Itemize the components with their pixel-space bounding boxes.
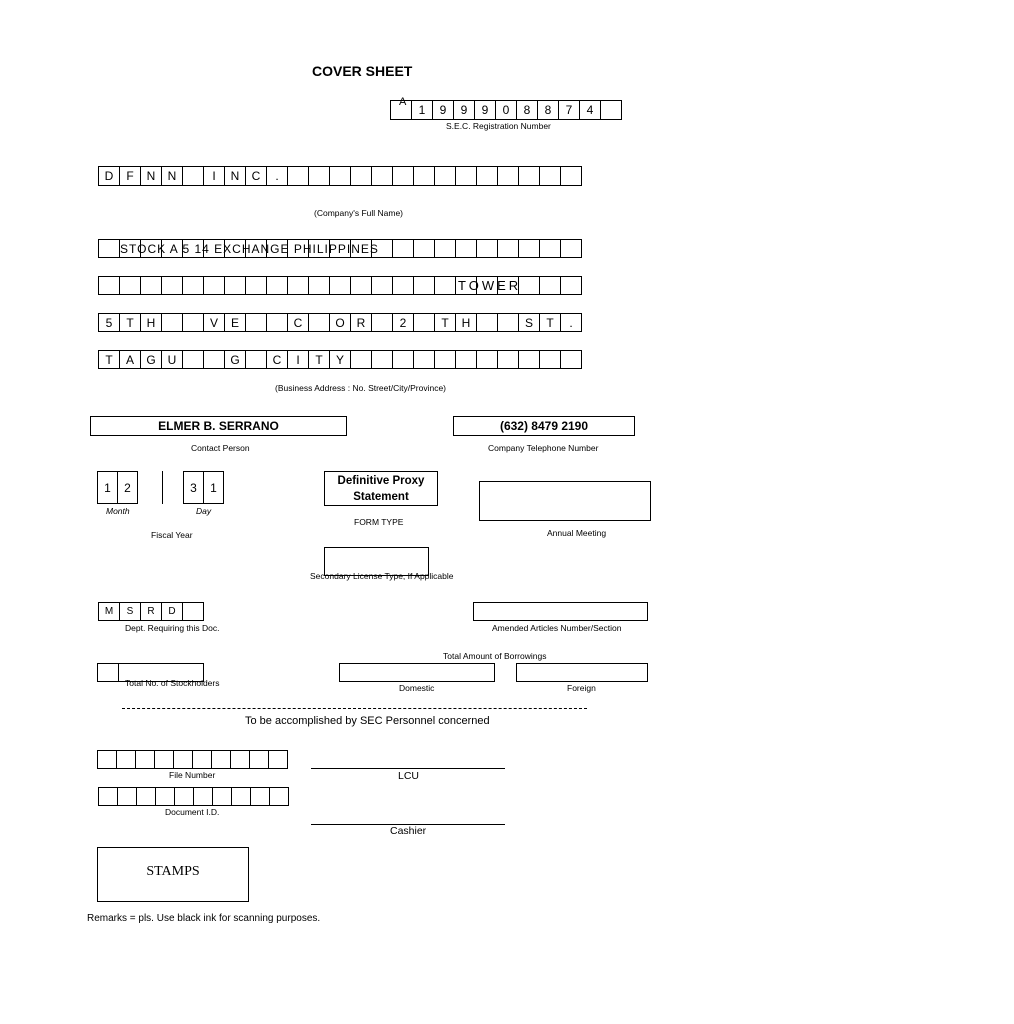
address-cell: T bbox=[434, 313, 456, 332]
borrowings-label: Total Amount of Borrowings bbox=[443, 651, 547, 661]
sec-registration-label: S.E.C. Registration Number bbox=[446, 121, 551, 131]
form-type-label: FORM TYPE bbox=[354, 517, 404, 527]
address-cell: G bbox=[224, 350, 246, 369]
dept-requiring-grid bbox=[98, 602, 204, 621]
address-cell bbox=[161, 276, 183, 295]
address-cell: U bbox=[161, 350, 183, 369]
domestic-box bbox=[339, 663, 495, 682]
address-label: (Business Address : No. Street/City/Province) bbox=[275, 383, 447, 393]
address-cell bbox=[350, 350, 372, 369]
page-title: COVER SHEET bbox=[312, 63, 413, 79]
form-type-line2: Statement bbox=[353, 491, 409, 503]
dept-requiring-label: Dept. Requiring this Doc. bbox=[125, 623, 220, 633]
document-id-cell bbox=[136, 787, 156, 806]
sec-registration-cell: 9 bbox=[474, 100, 496, 120]
address-cell bbox=[245, 350, 267, 369]
secondary-license-label: Secondary License Type, If Applicable bbox=[310, 571, 454, 581]
contact-person-box bbox=[90, 416, 347, 436]
address-cell bbox=[350, 276, 372, 295]
foreign-box bbox=[516, 663, 648, 682]
address-cell bbox=[560, 350, 582, 369]
contact-person-label: Contact Person bbox=[191, 443, 250, 453]
address-cell bbox=[497, 239, 519, 258]
company-name-cell bbox=[308, 166, 330, 186]
sec-registration-cell: 1 bbox=[411, 100, 433, 120]
file-number-cell bbox=[249, 750, 269, 769]
company-name-cell: . bbox=[266, 166, 288, 186]
address-cell bbox=[539, 350, 561, 369]
address-cell bbox=[560, 276, 582, 295]
address-cell bbox=[287, 276, 309, 295]
file-number-cell bbox=[268, 750, 288, 769]
lcu-label: LCU bbox=[398, 770, 420, 782]
sec-personnel-heading: To be accomplished by SEC Personnel concerned bbox=[245, 715, 490, 727]
contact-person-value: ELMER B. SERRANO bbox=[158, 419, 279, 433]
address-cell bbox=[266, 276, 288, 295]
document-id-cell bbox=[174, 787, 194, 806]
fiscal-day-cell: 1 bbox=[203, 471, 224, 504]
sec-registration-cell: 9 bbox=[432, 100, 454, 120]
company-name-cell: N bbox=[224, 166, 246, 186]
company-name-cell bbox=[182, 166, 204, 186]
document-id-cell bbox=[98, 787, 118, 806]
sec-registration-cell: 9 bbox=[453, 100, 475, 120]
address-cell bbox=[518, 350, 540, 369]
address-cell bbox=[245, 313, 267, 332]
address-cell bbox=[98, 239, 120, 258]
dashed-separator bbox=[122, 708, 587, 709]
domestic-label: Domestic bbox=[399, 683, 435, 693]
company-name-cell: I bbox=[203, 166, 225, 186]
company-name-cell bbox=[560, 166, 582, 186]
address-cell bbox=[434, 350, 456, 369]
address-cell bbox=[518, 239, 540, 258]
address-cell bbox=[518, 276, 540, 295]
address-cell bbox=[476, 350, 498, 369]
stockholders-label: Total No. of Stockholders bbox=[125, 678, 220, 688]
amended-articles-label: Amended Articles Number/Section bbox=[492, 623, 622, 633]
document-id-cell bbox=[250, 787, 270, 806]
file-number-cell bbox=[211, 750, 231, 769]
fiscal-divider bbox=[162, 471, 163, 504]
sec-registration-cell: 4 bbox=[579, 100, 601, 120]
annual-meeting-box bbox=[479, 481, 651, 521]
company-name-cell bbox=[497, 166, 519, 186]
address-cell: H bbox=[455, 313, 477, 332]
file-number-cell bbox=[97, 750, 117, 769]
address-cell bbox=[392, 239, 414, 258]
address-cell bbox=[434, 276, 456, 295]
file-number-label: File Number bbox=[169, 770, 216, 780]
address-overlay-tower: TOWER bbox=[458, 278, 522, 293]
remarks-text: Remarks = pls. Use black ink for scanning purposes. bbox=[87, 913, 321, 924]
address-cell: T bbox=[98, 350, 120, 369]
dept-cell: D bbox=[161, 602, 183, 621]
address-cell bbox=[182, 276, 204, 295]
address-cell bbox=[539, 276, 561, 295]
address-cell: T bbox=[539, 313, 561, 332]
company-name-cell: N bbox=[140, 166, 162, 186]
address-cell bbox=[245, 276, 267, 295]
file-number-cell bbox=[192, 750, 212, 769]
file-number-cell bbox=[154, 750, 174, 769]
company-name-cell bbox=[434, 166, 456, 186]
fiscal-month-label: Month bbox=[106, 506, 130, 516]
company-name-cell bbox=[539, 166, 561, 186]
document-id-cell bbox=[231, 787, 251, 806]
fiscal-month-cell: 2 bbox=[117, 471, 138, 504]
address-cell bbox=[371, 276, 393, 295]
address-cell bbox=[329, 276, 351, 295]
address-cell: G bbox=[140, 350, 162, 369]
address-cell bbox=[224, 276, 246, 295]
address-cell: R bbox=[350, 313, 372, 332]
company-name-cell bbox=[329, 166, 351, 186]
fiscal-day-grid bbox=[183, 471, 224, 504]
company-name-grid bbox=[98, 166, 582, 186]
address-cell: H bbox=[140, 313, 162, 332]
address-overlay-text: STOCK A 5 14 EXCHANGE PHILIPPINES bbox=[120, 242, 379, 256]
address-row-4 bbox=[98, 350, 582, 369]
annual-meeting-label: Annual Meeting bbox=[547, 528, 607, 538]
fiscal-day-label: Day bbox=[196, 506, 212, 516]
stockholders-cell bbox=[97, 663, 119, 682]
address-cell bbox=[266, 313, 288, 332]
sec-registration-cell: 8 bbox=[516, 100, 538, 120]
address-cell: I bbox=[287, 350, 309, 369]
file-number-cell bbox=[173, 750, 193, 769]
address-cell bbox=[413, 276, 435, 295]
company-name-cell: D bbox=[98, 166, 120, 186]
cashier-label: Cashier bbox=[390, 825, 427, 837]
address-cell bbox=[140, 276, 162, 295]
form-type-line1: Definitive Proxy bbox=[337, 475, 425, 487]
sec-prefix-mark: A bbox=[399, 96, 407, 108]
fiscal-month-cell: 1 bbox=[97, 471, 118, 504]
address-cell bbox=[98, 276, 120, 295]
address-row-3 bbox=[98, 313, 582, 332]
dept-cell: S bbox=[119, 602, 141, 621]
address-cell bbox=[371, 350, 393, 369]
company-name-cell bbox=[476, 166, 498, 186]
address-cell bbox=[203, 276, 225, 295]
document-id-cell bbox=[269, 787, 289, 806]
address-cell bbox=[434, 239, 456, 258]
sec-registration-cell bbox=[600, 100, 622, 120]
address-cell bbox=[182, 313, 204, 332]
address-cell bbox=[308, 276, 330, 295]
address-cell bbox=[455, 350, 477, 369]
address-cell bbox=[560, 239, 582, 258]
fiscal-year-label: Fiscal Year bbox=[151, 530, 193, 540]
sec-registration-cell: 7 bbox=[558, 100, 580, 120]
company-name-cell bbox=[413, 166, 435, 186]
form-type-box bbox=[324, 471, 438, 506]
address-cell bbox=[497, 313, 519, 332]
dept-cell: M bbox=[98, 602, 120, 621]
address-cell bbox=[182, 350, 204, 369]
address-cell bbox=[413, 313, 435, 332]
address-cell bbox=[392, 350, 414, 369]
lcu-line bbox=[311, 768, 505, 769]
company-phone-label: Company Telephone Number bbox=[488, 443, 599, 453]
address-cell bbox=[413, 239, 435, 258]
address-cell: . bbox=[560, 313, 582, 332]
file-number-cell bbox=[116, 750, 136, 769]
stamps-label: STAMPS bbox=[146, 863, 200, 879]
address-cell: 2 bbox=[392, 313, 414, 332]
company-name-cell: N bbox=[161, 166, 183, 186]
address-cell bbox=[455, 239, 477, 258]
address-cell bbox=[392, 276, 414, 295]
amended-articles-box bbox=[473, 602, 648, 621]
address-cell bbox=[308, 313, 330, 332]
address-cell: C bbox=[266, 350, 288, 369]
address-cell: Y bbox=[329, 350, 351, 369]
address-cell: T bbox=[119, 313, 141, 332]
address-cell bbox=[497, 350, 519, 369]
document-id-cell bbox=[212, 787, 232, 806]
file-number-cell bbox=[230, 750, 250, 769]
dept-cell bbox=[182, 602, 204, 621]
address-cell: O bbox=[329, 313, 351, 332]
file-number-cell bbox=[135, 750, 155, 769]
company-name-cell bbox=[518, 166, 540, 186]
sec-registration-cell: 0 bbox=[495, 100, 517, 120]
sec-registration-cell bbox=[390, 100, 412, 120]
address-cell bbox=[371, 313, 393, 332]
address-cell: A bbox=[119, 350, 141, 369]
document-id-cell bbox=[155, 787, 175, 806]
company-name-cell bbox=[287, 166, 309, 186]
address-cell bbox=[203, 350, 225, 369]
company-name-cell: C bbox=[245, 166, 267, 186]
sec-registration-cell: 8 bbox=[537, 100, 559, 120]
address-cell bbox=[476, 239, 498, 258]
document-id-label: Document I.D. bbox=[165, 807, 220, 817]
address-cell: S bbox=[518, 313, 540, 332]
address-cell: C bbox=[287, 313, 309, 332]
company-phone-value: (632) 8479 2190 bbox=[499, 419, 589, 433]
file-number-grid bbox=[97, 750, 288, 769]
address-cell bbox=[161, 313, 183, 332]
company-name-cell bbox=[455, 166, 477, 186]
address-cell: V bbox=[203, 313, 225, 332]
company-name-cell bbox=[371, 166, 393, 186]
document-id-cell bbox=[117, 787, 137, 806]
address-cell: E bbox=[224, 313, 246, 332]
company-name-cell bbox=[350, 166, 372, 186]
document-id-grid bbox=[98, 787, 289, 806]
company-name-label: (Company's Full Name) bbox=[314, 208, 404, 218]
document-id-cell bbox=[193, 787, 213, 806]
address-cell bbox=[476, 313, 498, 332]
fiscal-month-grid bbox=[97, 471, 138, 504]
address-cell bbox=[413, 350, 435, 369]
sec-registration-grid bbox=[390, 100, 622, 120]
address-cell bbox=[539, 239, 561, 258]
fiscal-day-cell: 3 bbox=[183, 471, 204, 504]
company-phone-box bbox=[453, 416, 635, 436]
company-name-cell: F bbox=[119, 166, 141, 186]
stamps-box bbox=[97, 847, 249, 902]
address-cell: 5 bbox=[98, 313, 120, 332]
company-name-cell bbox=[392, 166, 414, 186]
foreign-label: Foreign bbox=[567, 683, 596, 693]
address-cell bbox=[119, 276, 141, 295]
address-cell: T bbox=[308, 350, 330, 369]
dept-cell: R bbox=[140, 602, 162, 621]
